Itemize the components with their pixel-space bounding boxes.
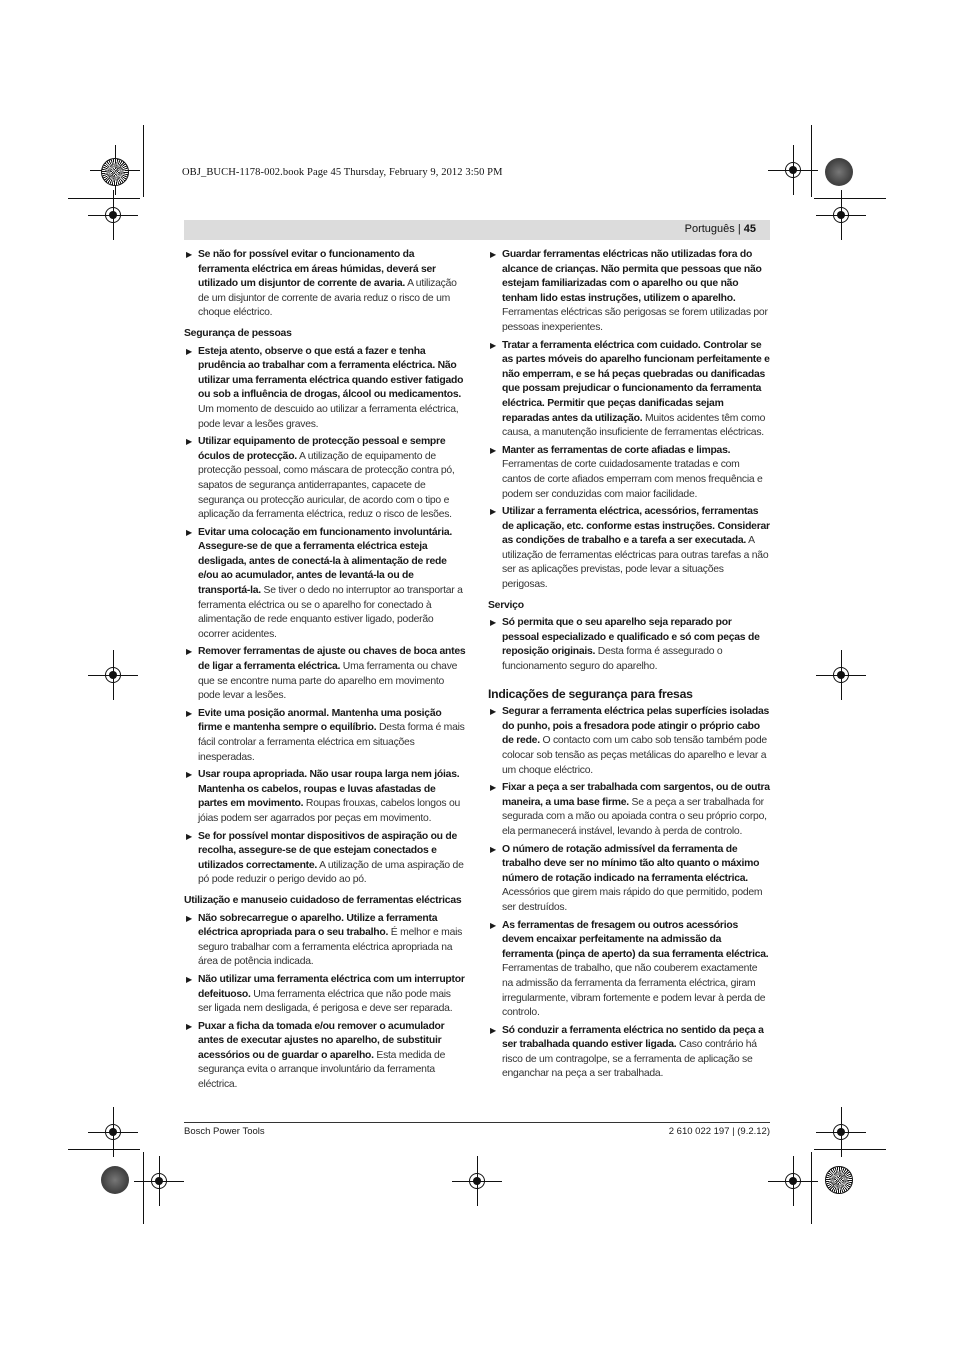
- bullet-triangle-icon: ▶: [490, 844, 496, 854]
- list-item: ▶ Só conduzir a ferramenta eléctrica no sentido da peça a ser trabalhada quando estiver ligada. Caso contrário há risco de um contragolpe, se a ferramenta de aplicação se enganchar na peça a ser trabalhada.: [490, 1024, 764, 1080]
- footer-rule: [184, 1122, 770, 1123]
- bullet-triangle-icon: ▶: [186, 974, 192, 984]
- bullet-triangle-icon: ▶: [490, 1025, 496, 1035]
- header-text: [685, 223, 756, 235]
- bullet-triangle-icon: ▶: [490, 507, 496, 517]
- bullet-triangle-icon: ▶: [490, 340, 496, 350]
- section-title: Indicações de segurança para fresas: [488, 686, 693, 701]
- crop-mark: [814, 198, 886, 199]
- bullet-triangle-icon: ▶: [186, 346, 192, 356]
- subheading: Serviço: [488, 599, 524, 611]
- crop-mark: [814, 1149, 886, 1150]
- bullet-triangle-icon: ▶: [186, 527, 192, 537]
- bullet-triangle-icon: ▶: [186, 770, 192, 780]
- left-column: [184, 248, 466, 1096]
- registration-mark: [98, 200, 128, 230]
- list-item: ▶ Utilizar equipamento de protecção pessoal e sempre óculos de protecção. A utilização de equipamento de protecção pessoal, como máscara de protecção contra pó, sapatos de segurança antiderrapantes, capacete de segurança ou protecção auricular, de acordo com o tipo e aplicação da ferramenta eléctrica, reduz o risco de lesões.: [186, 436, 455, 521]
- crop-mark: [811, 125, 812, 197]
- list-item: ▶ Tratar a ferramenta eléctrica com cuidado. Controlar se as partes móveis do aparelho funcionam perfeitamente e não emperram, e se há peças quebradas ou danificadas que possam prejudicar o funcionamento da ferramenta eléctrica. Permitir que peças danificadas sejam reparadas antes da utilização. Muitos acidentes têm como causa, a manutenção insuficiente de ferramentas eléctricas.: [490, 339, 770, 439]
- registration-mark: [778, 155, 808, 185]
- list-item: ▶ Esteja atento, observe o que está a fazer e tenha prudência ao trabalhar com a ferramenta eléctrica. Não utilizar uma ferramenta eléctrica quando estiver fatigado ou sob a influência de drogas, álcool ou medicamentos. Um momento de descuido ao utilizar a ferramenta eléctrica, pode levar a lesões graves.: [186, 345, 464, 430]
- bullet-triangle-icon: ▶: [490, 783, 496, 793]
- bullet-triangle-icon: ▶: [490, 707, 496, 717]
- footer-doc-number: 2 610 022 197 | (9.2.12): [668, 1126, 770, 1137]
- list-item: ▶ Fixar a peça a ser trabalhada com sargentos, ou de outra maneira, a uma base firme. Se a peça a ser trabalhada for segurada com a mão ou apoiada contra o seu próprio corpo, ela permanecerá instável, levando à perda de controlo.: [490, 782, 770, 837]
- bullet-triangle-icon: ▶: [186, 913, 192, 923]
- header-language: Português: [684, 223, 735, 235]
- bullet-triangle-icon: ▶: [490, 618, 496, 628]
- bullet-triangle-icon: ▶: [186, 437, 192, 447]
- list-item: ▶ Puxar a ficha da tomada e/ou remover o acumulador antes de executar ajustes no aparelho, de substituir acessórios ou de guardar o aparelho. Esta medida de segurança evita o arranque involuntário da ferramenta eléctrica.: [186, 1020, 446, 1091]
- list-item: ▶ O número de rotação admissível da ferramenta de trabalho deve ser no mínimo tão alto quanto o máximo número de rotação indicado na ferramenta eléctrica. Acessórios que girem mais rápido do que permitido, podem ser destruídos.: [490, 843, 763, 913]
- starburst-mark-icon: [101, 158, 129, 186]
- list-item: ▶ Não utilizar uma ferramenta eléctrica com um interruptor defeituoso. Uma ferramenta eléctrica que não pode mais ser ligada nem desligada, é perigosa e deve ser reparada.: [186, 973, 465, 1015]
- bullet-triangle-icon: ▶: [186, 250, 192, 259]
- list-item: ▶ Utilizar a ferramenta eléctrica, acessórios, ferramentas de aplicação, etc. conforme estas instruções. Considerar as condições de trabalho e a tarefa a ser executada. A utilização de ferramentas eléctricas para outras tarefas a não ser as aplicações previstas, pode levar a situações perigosas.: [490, 506, 770, 591]
- bullet-triangle-icon: ▶: [186, 647, 192, 657]
- list-item: ▶ Se não for possível evitar o funcionamento da ferramenta eléctrica em áreas húmidas, deverá ser utilizado um disjuntor de corrente de avaria. A utilização de um disjuntor de corrente de avaria reduz o risco de um choque eléctrico.: [186, 249, 457, 319]
- list-item: ▶ Evitar uma colocação em funcionamento involuntária. Assegure-se de que a ferramenta eléctrica esteja desligada, antes de conectá-la à alimentação de rede e/ou ao acumulador, antes de levantá-la ou de transportá-la. Se tiver o dedo no interruptor ao transportar a ferramenta eléctrica ou se o aparelho for conectado à alimentação de rede enquanto estiver ligado, poderão ocorrer acidentes.: [186, 526, 463, 640]
- subheading: Segurança de pessoas: [184, 327, 292, 339]
- bullet-triangle-icon: ▶: [186, 708, 192, 718]
- registration-mark: [826, 660, 856, 690]
- footer-brand: Bosch Power Tools: [184, 1126, 265, 1137]
- colour-disc-icon: [101, 1166, 129, 1194]
- header-separator: |: [734, 223, 744, 235]
- colour-disc-icon: [825, 158, 853, 186]
- list-item: ▶ Manter as ferramentas de corte afiadas e limpas. Ferramentas de corte cuidadosamente tratadas e com cantos de corte afiados emperram com menos frequência e podem ser conduzidas com maior facilidade.: [490, 444, 763, 500]
- starburst-mark-icon: [825, 1166, 853, 1194]
- registration-mark: [778, 1166, 808, 1196]
- bullet-triangle-icon: ▶: [490, 920, 496, 930]
- list-item: ▶ Remover ferramentas de ajuste ou chaves de boca antes de ligar a ferramenta eléctrica. Uma ferramenta ou chave que se encontre numa parte do aparelho em movimento pode levar a lesões.: [186, 646, 466, 702]
- subheading: Utilização e manuseio cuidadoso de ferramentas eléctricas: [184, 894, 462, 906]
- list-item: ▶ Guardar ferramentas eléctricas não utilizadas fora do alcance de crianças. Não permita que pessoas que não estejam familiarizadas com o aparelho ou que não tenham lido estas instruções, utilizem o aparelho. Ferramentas eléctricas são perigosas se forem utilizadas por pessoas inexperientes.: [490, 249, 768, 333]
- registration-mark: [98, 660, 128, 690]
- page-header: [184, 220, 770, 240]
- registration-mark: [98, 1117, 128, 1147]
- list-item: ▶ Segurar a ferramenta eléctrica pelas superfícies isoladas do punho, pois a fresadora pode atingir o próprio cabo de rede. O contacto com um cabo sob tensão também pode colocar sob tensão as peças metálicas do aparelho e levar a um choque eléctrico.: [490, 706, 770, 776]
- registration-mark: [826, 200, 856, 230]
- list-item: ▶ Não sobrecarregue o aparelho. Utilize a ferramenta eléctrica apropriada para o seu trabalho. É melhor e mais seguro trabalhar com a ferramenta eléctrica apropriada na área de potência indicada.: [186, 912, 463, 968]
- bullet-triangle-icon: ▶: [490, 445, 496, 455]
- list-item: ▶ As ferramentas de fresagem ou outros acessórios devem encaixar perfeitamente na admissão da ferramenta (pinça de aperto) da sua ferramenta eléctrica. Ferramentas de trabalho, que não couberem exactamente na admissão da ferramenta da ferramenta eléctrica, giram irregularmente, vibram fortemente e podem levar à perda de controlo.: [490, 919, 769, 1019]
- crop-mark: [811, 1152, 812, 1224]
- bullet-triangle-icon: ▶: [490, 250, 496, 259]
- crop-mark: [68, 198, 140, 199]
- list-item: ▶ Só permita que o seu aparelho seja reparado por pessoal especializado e qualificado e só com peças de reposição originais. Desta forma é assegurado o funcionamento seguro do aparelho.: [490, 617, 760, 673]
- right-column: [488, 248, 770, 1085]
- registration-mark: [462, 1166, 492, 1196]
- crop-mark: [143, 125, 144, 197]
- crop-mark: [143, 1152, 144, 1224]
- crop-mark: [68, 1149, 140, 1150]
- print-slug: OBJ_BUCH-1178-002.book Page 45 Thursday, February 9, 2012 3:50 PM: [182, 167, 503, 178]
- page-number: 45: [743, 223, 756, 235]
- registration-mark: [826, 1117, 856, 1147]
- list-item: ▶ Se for possível montar dispositivos de aspiração ou de recolha, assegure-se de que estejam conectados e utilizados correctamente. A utilização de uma aspiração de pó pode reduzir o perigo devido ao pó.: [186, 830, 464, 886]
- registration-mark: [144, 1166, 174, 1196]
- list-item: ▶ Evite uma posição anormal. Mantenha uma posição firme e mantenha sempre o equilíbrio. Desta forma é mais fácil controlar a ferramenta eléctrica em situações inesperadas.: [186, 707, 465, 763]
- list-item: ▶ Usar roupa apropriada. Não usar roupa larga nem jóias. Mantenha os cabelos, roupas e luvas afastadas de partes em movimento. Roupas frouxas, cabelos longos ou jóias podem ser agarrados por peças em movimento.: [186, 769, 460, 824]
- bullet-triangle-icon: ▶: [186, 831, 192, 841]
- bullet-triangle-icon: ▶: [186, 1021, 192, 1031]
